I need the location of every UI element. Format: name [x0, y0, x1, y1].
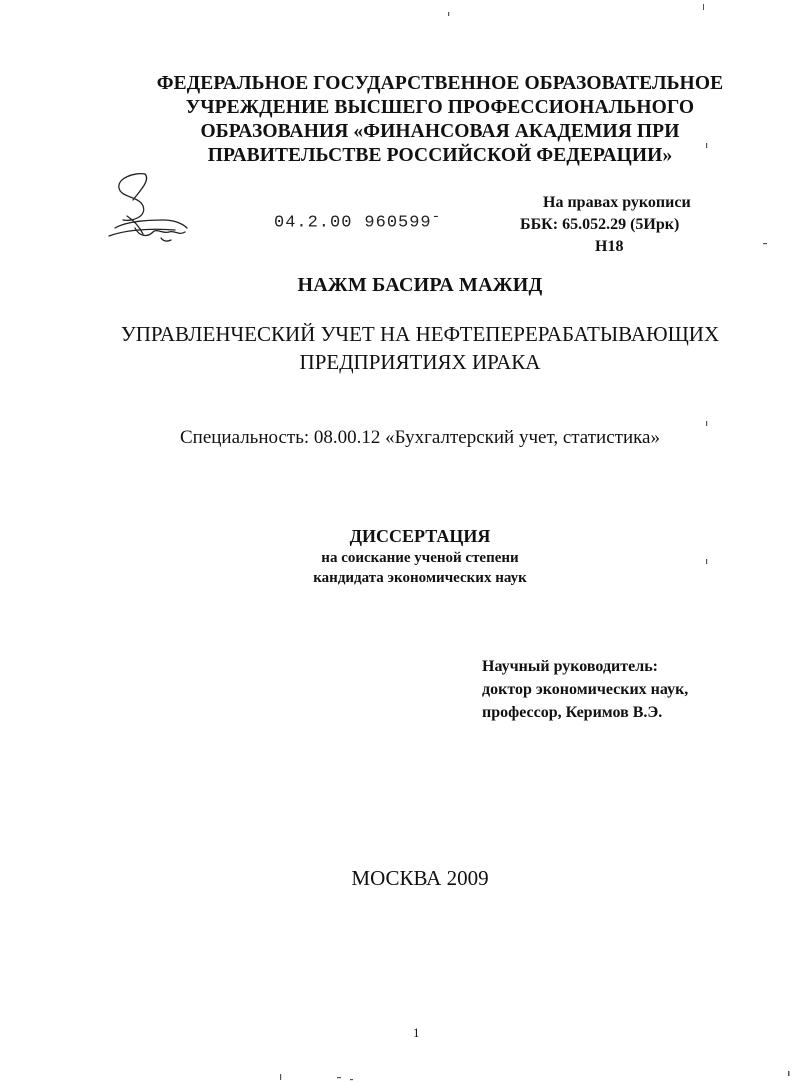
accession-stamp [274, 209, 441, 233]
thesis-title [80, 320, 760, 376]
specialty-line: Специальность: 08.00.12 «Бухгалтерский учет, статистика» [179, 427, 660, 448]
stamp-part1: 04.2.00 [274, 213, 353, 233]
institution-line: УЧРЕЖДЕНИЕ ВЫСШЕГО ПРОФЕССИОНАЛЬНОГО [185, 97, 695, 118]
institution-header [100, 72, 780, 168]
institution-line: ОБРАЗОВАНИЯ «ФИНАНСОВАЯ АКАДЕМИЯ ПРИ [200, 121, 680, 142]
city-year: МОСКВА 2009 [351, 866, 489, 890]
author-mark: Н18 [595, 238, 624, 255]
thesis-degree-line: на соискание ученой степени [321, 550, 519, 566]
stamp-part2: 960599 [364, 213, 432, 233]
stamp-mark: - [431, 209, 442, 225]
institution-line: ФЕДЕРАЛЬНОЕ ГОСУДАРСТВЕННОЕ ОБРАЗОВАТЕЛЬНОЕ [156, 73, 724, 94]
thesis-heading: ДИССЕРТАЦИЯ [349, 526, 491, 546]
supervisor-degree: доктор экономических наук, [482, 681, 689, 698]
handwritten-signature [105, 170, 195, 248]
title-line: УПРАВЛЕНЧЕСКИЙ УЧЕТ НА НЕФТЕПЕРЕРАБАТЫВАЮЩИХ [120, 322, 720, 346]
institution-line: ПРАВИТЕЛЬСТВЕ РОССИЙСКОЙ ФЕДЕРАЦИИ» [207, 145, 673, 166]
supervisor-block [482, 655, 688, 724]
author-name: НАЖМ БАСИРА МАЖИД [297, 274, 543, 296]
manuscript-rights-block [520, 192, 740, 258]
supervisor-name: профессор, Керимов В.Э. [482, 704, 663, 721]
title-line: ПРЕДПРИЯТИЯХ ИРАКА [299, 350, 541, 374]
rights-line: На правах рукописи [543, 194, 691, 211]
thesis-type-block [120, 524, 720, 588]
bbk-code: ББК: 65.052.29 (5Ирк) [520, 216, 680, 233]
thesis-degree-line: кандидата экономических наук [313, 570, 527, 586]
supervisor-label: Научный руководитель: [482, 658, 658, 675]
page-number: 1 [413, 1025, 420, 1040]
